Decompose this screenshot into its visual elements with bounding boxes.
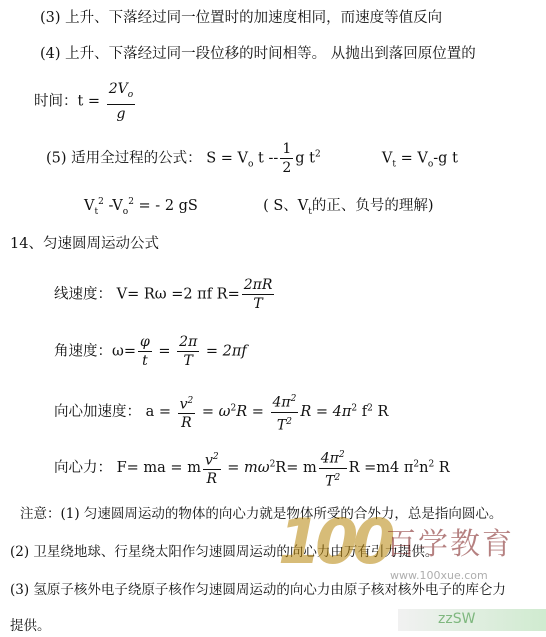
- section-14-heading: 14、匀速圆周运动公式: [10, 236, 159, 252]
- force-fraction-2: $\frac{4\pi^2}{T^2}$: [319, 446, 347, 490]
- time-fraction: $\frac{2V_o}{g}$: [108, 81, 134, 122]
- linear-fraction: $\frac{2\pi R}{T}$: [243, 277, 273, 312]
- watermark-number: 100: [278, 505, 390, 578]
- note-3: (3) 氢原子核外电子绕原子核作匀速圆周运动的向心力由原子核对核外电子的库仑力: [10, 582, 506, 598]
- watermark-url: www.100xue.com: [390, 569, 488, 582]
- centripetal-acceleration-formula: 向心加速度： a = $\frac{v^2}{R}$ = $\omega^2R$ = $\frac{4\pi^2}{T^2}$ $R = 4\pi^2$ $f^2$ R: [54, 390, 388, 434]
- watermark-bar: zzSW: [398, 609, 546, 631]
- centacc-fraction-1: $\frac{v^2}{R}$: [178, 392, 196, 433]
- half-fraction: $\frac{1}{2}$: [282, 141, 292, 176]
- item-5-formula: (5) 适用全过程的公式： $S = V_o$ t -- $\frac{1}{2}$ g $t^2$ $V_t = V_o-g$ t: [46, 141, 458, 176]
- item-3-text: (3) 上升、下落经过同一位置时的加速度相同，而速度等值反向: [40, 10, 443, 26]
- note-3-continued: 提供。: [10, 618, 51, 634]
- watermark-text: 百学教育: [386, 527, 514, 562]
- item-5b-formula: $V_t^2$ $-V_o^2$ = - 2 gS ( S、$V_t$的正、负号的理解): [84, 197, 434, 217]
- item-4-text: (4) 上升、下落经过同一段位移的时间相等。 从抛出到落回原位置的: [40, 46, 476, 62]
- force-fraction-1: $\frac{v^2}{R}$: [203, 448, 221, 489]
- centacc-fraction-2: $\frac{4\pi^2}{T^2}$: [271, 390, 299, 434]
- note-1: 注意：(1) 匀速圆周运动的物体的向心力就是物体所受的合外力，总是指向圆心。: [20, 506, 503, 522]
- linear-velocity-formula: 线速度： V= Rω =2 πf R= $\frac{2\pi R}{T}$: [54, 277, 273, 312]
- angular-fraction-2: $\frac{2\pi}{T}$: [179, 334, 198, 369]
- item-4-time-formula: [34, 80, 137, 123]
- note-2: (2) 卫星绕地球、行星绕太阳作匀速圆周运动的向心力由万有引力提供。: [10, 544, 439, 560]
- watermark-logo: [278, 505, 546, 637]
- time-label: 时间：t =: [34, 93, 105, 110]
- angular-velocity-formula: 角速度：ω= $\frac{\varphi}{t}$ = $\frac{2\pi}{T}$ = 2πf: [54, 334, 247, 369]
- angular-fraction-1: $\frac{\varphi}{t}$: [139, 334, 150, 369]
- centripetal-force-formula: 向心力： F= ma = m $\frac{v^2}{R}$ = $m\omega^2R= m$ $\frac{4\pi^2}{T^2}$ R =m4 $\pi^2n^2$ R: [54, 446, 450, 490]
